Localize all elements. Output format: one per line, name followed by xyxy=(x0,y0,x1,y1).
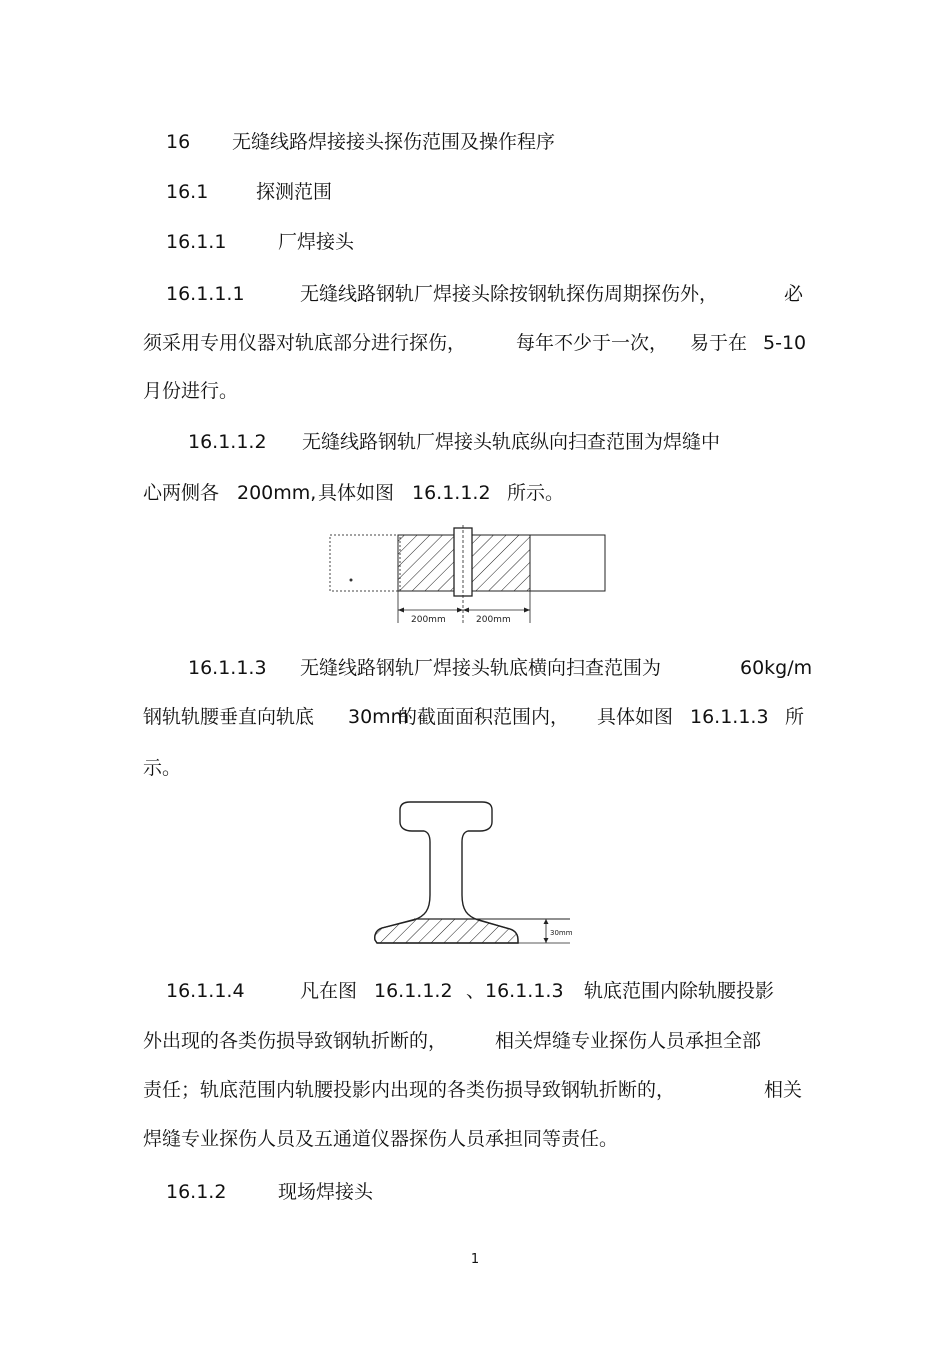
paragraph-text: 每年不少于一次， xyxy=(516,332,669,354)
page-number: 1 xyxy=(470,1252,480,1267)
dimension-label-left: 200mm xyxy=(411,615,446,625)
paragraph-text: 、16.1.1.3 xyxy=(466,980,564,1002)
paragraph-text: 16.1.1.2 xyxy=(412,482,491,504)
paragraph-text: 的截面面积范围内， xyxy=(398,706,570,728)
section-number: 16.1.1 xyxy=(166,231,227,253)
paragraph-text: 相关 xyxy=(764,1079,803,1101)
paragraph-text: 心两侧各 xyxy=(143,482,220,504)
item-number: 16.1.1.3 xyxy=(188,657,267,679)
paragraph-text: 月份进行。 xyxy=(143,380,239,402)
paragraph-text: 5-10 xyxy=(763,332,807,354)
section-number: 16.1.2 xyxy=(166,1181,227,1203)
paragraph-text: 16.1.1.3 xyxy=(690,706,769,728)
paragraph-text: 所示。 xyxy=(507,482,565,504)
paragraph-text: 无缝线路钢轨厂焊接头除按钢轨探伤周期探伤外， xyxy=(300,283,719,305)
weld-longitudinal-scan-figure xyxy=(325,525,610,630)
paragraph-text: 必 xyxy=(784,283,804,305)
paragraph-text: 焊缝专业探伤人员及五通道仪器探伤人员承担同等责任。 xyxy=(143,1128,619,1150)
paragraph-text: 外出现的各类伤损导致钢轨折断的， xyxy=(143,1030,448,1052)
paragraph-text: 须采用专用仪器对轨底部分进行探伤， xyxy=(143,332,467,354)
paragraph-text: 200mm, xyxy=(237,482,317,504)
dimension-label: 30mm xyxy=(550,929,573,937)
paragraph-text: 具体如图 xyxy=(318,482,395,504)
item-number: 16.1.1.4 xyxy=(166,980,245,1002)
paragraph-text: 具体如图 xyxy=(597,706,674,728)
paragraph-text: 示。 xyxy=(143,757,182,779)
paragraph-text: 无缝线路钢轨厂焊接头轨底纵向扫查范围为焊缝中 xyxy=(302,431,721,453)
paragraph-text: 凡在图 xyxy=(300,980,358,1002)
paragraph-text: 相关焊缝专业探伤人员承担全部 xyxy=(495,1030,762,1052)
section-title: 探测范围 xyxy=(256,181,333,203)
section-number: 16.1 xyxy=(166,181,209,203)
section-title: 无缝线路焊接接头探伤范围及操作程序 xyxy=(232,131,556,153)
section-title: 厂焊接头 xyxy=(278,231,355,253)
section-title: 现场焊接头 xyxy=(278,1181,374,1203)
dimension-label-right: 200mm xyxy=(476,615,511,625)
paragraph-text: 60kg/m xyxy=(740,657,813,679)
paragraph-text: 钢轨轨腰垂直向轨底 xyxy=(143,706,315,728)
paragraph-text: 16.1.1.2 xyxy=(374,980,453,1002)
item-number: 16.1.1.2 xyxy=(188,431,267,453)
paragraph-text: 30mm xyxy=(348,706,410,728)
paragraph-text: 责任；轨底范围内轨腰投影内出现的各类伤损导致钢轨折断的， xyxy=(143,1079,676,1101)
paragraph-text: 无缝线路钢轨厂焊接头轨底横向扫查范围为 xyxy=(300,657,662,679)
paragraph-text: 所 xyxy=(785,706,805,728)
section-number: 16 xyxy=(166,131,191,153)
item-number: 16.1.1.1 xyxy=(166,283,245,305)
paragraph-text: 易于在 xyxy=(690,332,748,354)
paragraph-text: 轨底范围内除轨腰投影 xyxy=(584,980,775,1002)
rail-cross-section-figure xyxy=(370,800,585,950)
